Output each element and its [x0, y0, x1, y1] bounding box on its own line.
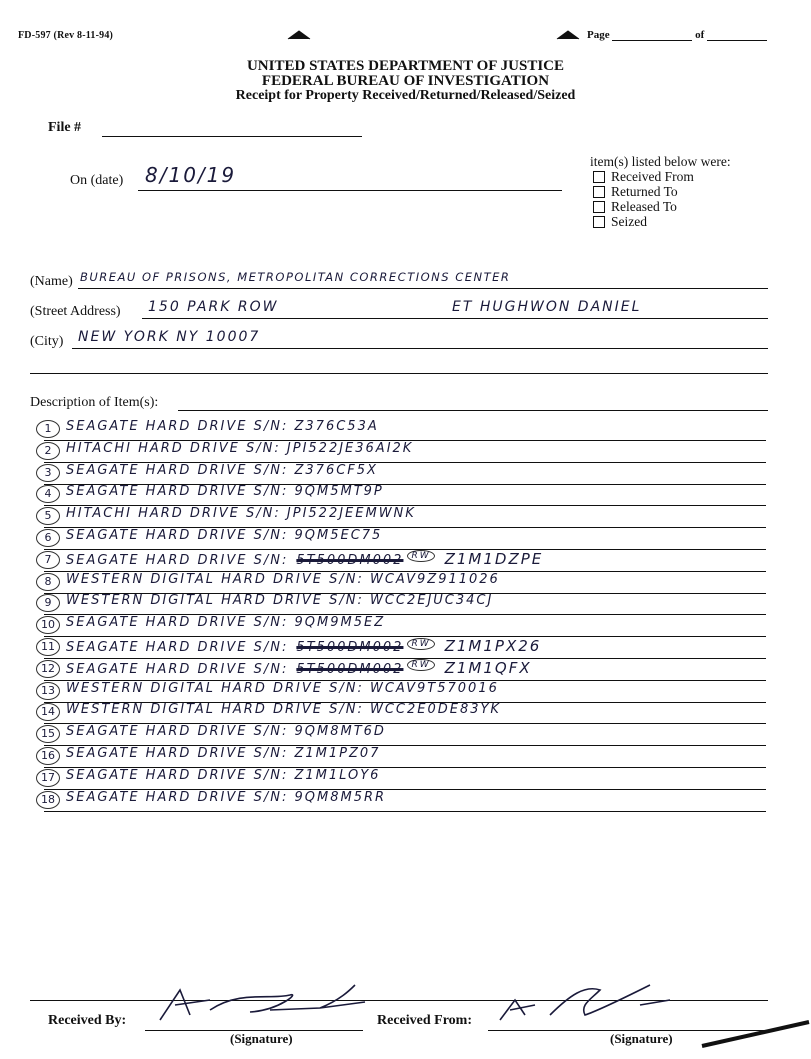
received-from-label: Received From: [377, 1013, 472, 1028]
description-label: Description of Item(s): [30, 395, 159, 410]
item-text: SEAGATE HARD DRIVE S/N: Z1M1PZ07 [66, 746, 381, 761]
items-status-group [590, 154, 731, 229]
description-label-line [178, 410, 768, 411]
file-line[interactable] [102, 136, 362, 137]
returned-to-checkbox[interactable] [593, 186, 605, 198]
item-description [66, 681, 499, 696]
description-row [41, 745, 766, 768]
item-description [66, 550, 543, 568]
date-line [138, 190, 562, 191]
item-text: SEAGATE HARD DRIVE S/N: [66, 552, 289, 568]
item-number: 9 [36, 594, 60, 612]
description-row [41, 614, 766, 637]
item-number: 16 [36, 747, 60, 765]
struck-serial: 5T500DM002 [296, 661, 404, 677]
description-row [44, 571, 766, 594]
description-row [44, 505, 766, 528]
returned-to-option[interactable]: Returned To [593, 184, 731, 199]
item-description [66, 593, 493, 608]
description-row [44, 527, 766, 550]
received-from-option[interactable]: Received From [593, 169, 731, 184]
item-number: 1 [36, 420, 60, 438]
seized-checkbox[interactable] [593, 216, 605, 228]
item-description [66, 463, 378, 478]
item-description [66, 484, 384, 499]
correction-initials: RW [407, 659, 434, 671]
corrected-serial: Z1M1PX26 [444, 637, 542, 655]
item-text: SEAGATE HARD DRIVE S/N: Z1M1LOY6 [66, 767, 381, 783]
item-number: 8 [36, 573, 60, 591]
bureau-title: FEDERAL BUREAU OF INVESTIGATION [261, 73, 550, 89]
item-number: 5 [36, 507, 60, 525]
correction-initials: RW [407, 638, 434, 650]
form-number: FD-597 (Rev 8-11-94) [18, 30, 114, 41]
city-label: (City) [30, 334, 64, 349]
item-text: HITACHI HARD DRIVE S/N: JPI522JE36AI2K [66, 440, 414, 456]
item-description [66, 615, 385, 630]
item-text: SEAGATE HARD DRIVE S/N: [66, 640, 289, 655]
department-title: UNITED STATES DEPARTMENT OF JUSTICE [246, 58, 565, 74]
received-from-checkbox[interactable] [593, 171, 605, 183]
item-number: 13 [36, 682, 60, 700]
description-row [41, 658, 766, 681]
file-label: File # [48, 120, 82, 135]
item-number: 12 [36, 660, 60, 678]
corner-mark [700, 1018, 811, 1048]
item-text: SEAGATE HARD DRIVE S/N: 9QM8MT6D [66, 724, 386, 740]
item-text: SEAGATE HARD DRIVE S/N: 9QM5EC75 [66, 528, 383, 543]
item-text: SEAGATE HARD DRIVE S/N: 9QM5MT9P [66, 484, 384, 500]
item-text: WESTERN DIGITAL HARD DRIVE S/N: WCAV9Z911026 [66, 571, 500, 587]
received-by-label: Received By: [48, 1013, 127, 1028]
item-description [66, 419, 379, 434]
item-number: 14 [36, 703, 60, 721]
corrected-serial: Z1M1QFX [444, 658, 532, 677]
street-label: (Street Address) [30, 304, 121, 319]
struck-serial: 5T500DM002 [296, 552, 404, 568]
item-description [66, 746, 380, 761]
item-description [66, 528, 382, 543]
correction-initials: RW [407, 550, 434, 562]
street-extra[interactable]: ET HUGHWON DANIEL [452, 299, 642, 315]
description-row [44, 462, 766, 485]
description-row [44, 592, 766, 615]
struck-serial: 5T500DM002 [296, 640, 404, 655]
date-value[interactable]: 8/10/19 [145, 163, 237, 187]
item-text: SEAGATE HARD DRIVE S/N: 9QM8M5RR [66, 789, 387, 805]
item-number: 2 [36, 442, 60, 460]
item-number: 11 [36, 638, 60, 656]
item-description [66, 572, 500, 587]
corrected-serial: Z1M1DZPE [444, 549, 544, 568]
description-row [44, 440, 766, 463]
item-text: SEAGATE HARD DRIVE S/N: Z376C53A [66, 419, 379, 434]
description-row [41, 701, 766, 724]
item-description [66, 506, 416, 521]
header-arrow-icon-right [555, 28, 581, 46]
city-value[interactable]: NEW YORK NY 10007 [78, 329, 261, 345]
received-from-signature [490, 975, 730, 1030]
item-number: 17 [36, 769, 60, 787]
seized-option[interactable]: Seized [593, 214, 731, 229]
name-line [78, 288, 768, 289]
city-line [72, 348, 768, 349]
item-number: 15 [36, 725, 60, 743]
item-text: WESTERN DIGITAL HARD DRIVE S/N: WCC2E0DE83YK [66, 702, 501, 718]
page-indicator [587, 29, 767, 41]
received-from-caption: (Signature) [610, 1031, 673, 1046]
description-row [44, 549, 766, 572]
item-description [66, 790, 386, 805]
description-row [41, 789, 766, 812]
description-row [44, 418, 766, 441]
item-number: 4 [36, 485, 60, 503]
street-value[interactable]: 150 PARK ROW [148, 299, 279, 315]
item-text: SEAGATE HARD DRIVE S/N: [66, 661, 289, 677]
item-text: HITACHI HARD DRIVE S/N: JPI522JEEMWNK [66, 506, 416, 522]
name-value[interactable]: BUREAU OF PRISONS, METROPOLITAN CORRECTIONS CENTER [80, 270, 511, 284]
blank-line [30, 373, 768, 374]
item-text: SEAGATE HARD DRIVE S/N: Z376CF5X [66, 462, 378, 478]
of-label: of [695, 29, 705, 41]
item-text: WESTERN DIGITAL HARD DRIVE S/N: WCAV9T570016 [66, 680, 499, 696]
street-line [142, 318, 768, 319]
receipt-title: Receipt for Property Received/Returned/Released/Seized [235, 88, 576, 103]
description-row [41, 723, 766, 746]
item-description [66, 702, 501, 717]
item-text: WESTERN DIGITAL HARD DRIVE S/N: WCC2EJUC34CJ [66, 593, 494, 609]
item-description [66, 637, 541, 655]
description-row [44, 483, 766, 506]
item-text: SEAGATE HARD DRIVE S/N: 9QM9M5EZ [66, 615, 386, 631]
item-number: 6 [36, 529, 60, 547]
page-label: Page [587, 29, 610, 41]
item-description [66, 659, 532, 677]
received-by-caption: (Signature) [230, 1031, 293, 1046]
item-description [66, 768, 380, 783]
item-number: 10 [36, 616, 60, 634]
name-label: (Name) [30, 274, 73, 289]
description-row [41, 636, 766, 659]
item-number: 3 [36, 464, 60, 482]
received-by-signature [150, 980, 370, 1030]
released-to-option[interactable]: Released To [593, 199, 731, 214]
item-number: 18 [36, 791, 60, 809]
item-description [66, 441, 413, 456]
items-status-heading: item(s) listed below were: [590, 154, 731, 169]
date-label: On (date) [70, 173, 124, 188]
item-number: 7 [36, 551, 60, 569]
item-description [66, 724, 386, 739]
header-arrow-icon [286, 28, 312, 46]
description-row [41, 680, 766, 703]
released-to-checkbox[interactable] [593, 201, 605, 213]
description-row [41, 767, 766, 790]
